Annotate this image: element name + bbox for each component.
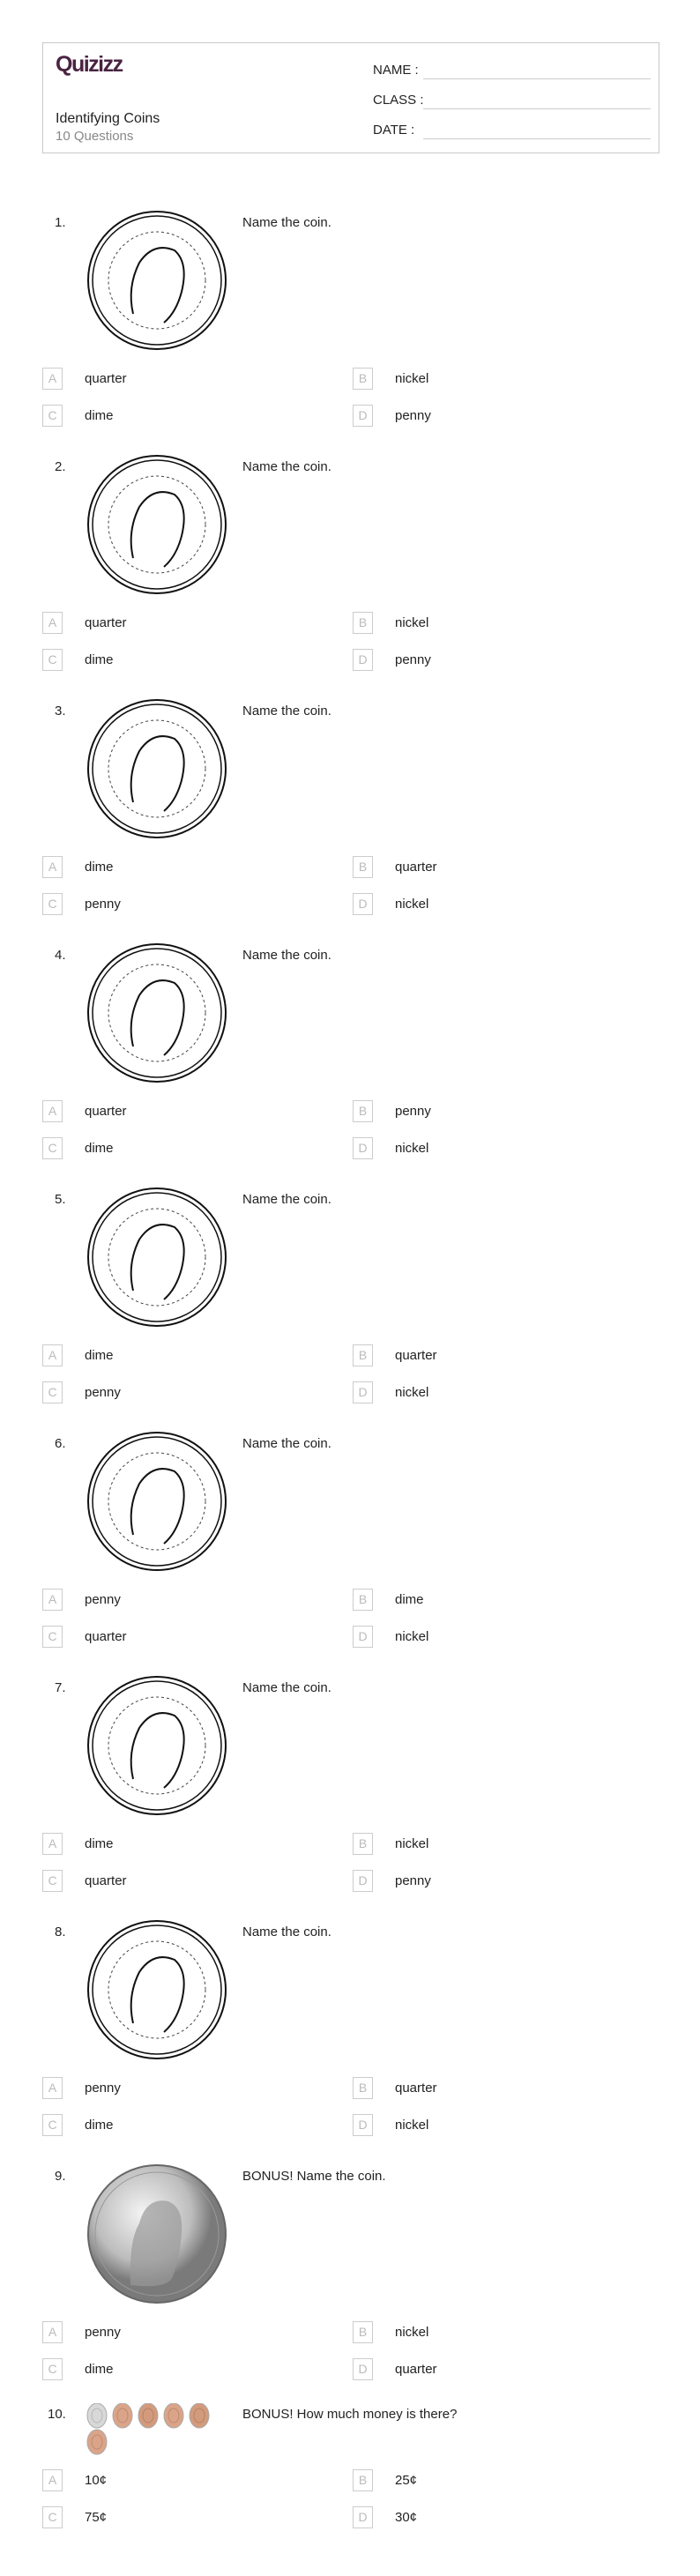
- option-a[interactable]: [42, 2076, 121, 2099]
- option-letter-box[interactable]: C: [42, 2506, 63, 2528]
- worksheet-title: Identifying Coins: [56, 111, 160, 126]
- option-b[interactable]: [353, 2468, 417, 2491]
- question-prompt: Name the coin.: [242, 1436, 331, 1451]
- option-letter-box[interactable]: A: [42, 2469, 63, 2491]
- nickel-coin-icon: [87, 2403, 107, 2428]
- option-letter-box[interactable]: A: [42, 2077, 63, 2099]
- question-prompt: Name the coin.: [242, 1925, 331, 1939]
- option-text: penny: [395, 651, 431, 667]
- option-d[interactable]: [353, 1869, 431, 1892]
- option-letter-box[interactable]: B: [353, 1589, 373, 1611]
- date-label: DATE :: [373, 123, 415, 138]
- option-c[interactable]: [42, 404, 114, 427]
- option-letter-box[interactable]: B: [353, 2077, 373, 2099]
- question-number: 3.: [55, 704, 66, 718]
- option-d[interactable]: [353, 2505, 417, 2528]
- option-text: penny: [395, 1103, 431, 1119]
- option-letter-box[interactable]: A: [42, 1100, 63, 1122]
- option-text: nickel: [395, 1628, 429, 1644]
- option-a[interactable]: [42, 611, 127, 634]
- question-prompt: Name the coin.: [242, 1192, 331, 1207]
- option-letter-box[interactable]: B: [353, 1344, 373, 1366]
- name-label: NAME :: [373, 63, 419, 78]
- option-text: 25¢: [395, 2472, 418, 2488]
- option-text: dime: [85, 859, 114, 875]
- option-letter-box[interactable]: C: [42, 1137, 63, 1159]
- option-letter-box[interactable]: B: [353, 2469, 373, 2491]
- option-text: dime: [85, 1835, 114, 1851]
- option-text: dime: [85, 651, 114, 667]
- option-d[interactable]: [353, 1625, 428, 1648]
- name-field[interactable]: [373, 63, 419, 78]
- option-letter-box[interactable]: D: [353, 1870, 373, 1892]
- option-letter-box[interactable]: A: [42, 368, 63, 390]
- option-b[interactable]: [353, 611, 428, 634]
- option-letter-box[interactable]: B: [353, 1100, 373, 1122]
- option-letter-box[interactable]: A: [42, 2321, 63, 2343]
- option-letter-box[interactable]: D: [353, 2506, 373, 2528]
- option-text: penny: [395, 407, 431, 423]
- option-text: nickel: [395, 896, 429, 912]
- option-letter-box[interactable]: C: [42, 893, 63, 915]
- option-text: quarter: [85, 370, 127, 386]
- option-a[interactable]: [42, 1344, 114, 1366]
- class-label: CLASS :: [373, 93, 424, 108]
- option-text: penny: [85, 1384, 121, 1400]
- question-count: 10 Questions: [56, 129, 134, 144]
- option-letter-box[interactable]: A: [42, 1589, 63, 1611]
- option-text: dime: [85, 1140, 114, 1156]
- penny-coin-icon: [87, 2430, 107, 2454]
- question-number: 6.: [55, 1436, 66, 1451]
- option-text: 10¢: [85, 2472, 108, 2488]
- option-text: quarter: [395, 2361, 437, 2377]
- question-prompt: Name the coin.: [242, 459, 331, 474]
- option-d[interactable]: [353, 1136, 428, 1159]
- option-text: dime: [395, 1591, 424, 1607]
- question-prompt: Name the coin.: [242, 948, 331, 963]
- penny-coin-icon: [138, 2403, 158, 2428]
- option-letter-box[interactable]: C: [42, 649, 63, 671]
- question-number: 2.: [55, 459, 66, 474]
- option-text: nickel: [395, 1384, 429, 1400]
- option-d[interactable]: [353, 1381, 428, 1403]
- option-text: quarter: [85, 1872, 127, 1888]
- option-d[interactable]: [353, 2113, 428, 2136]
- quizizz-logo: Quizizz: [56, 52, 123, 77]
- option-letter-box[interactable]: A: [42, 1344, 63, 1366]
- option-letter-box[interactable]: A: [42, 1833, 63, 1855]
- option-b[interactable]: [353, 367, 428, 390]
- option-c[interactable]: [42, 1136, 114, 1159]
- option-text: penny: [85, 2324, 121, 2340]
- option-letter-box[interactable]: D: [353, 1626, 373, 1648]
- question-number: 1.: [55, 215, 66, 230]
- question-prompt: Name the coin.: [242, 1680, 331, 1695]
- option-text: 75¢: [85, 2509, 108, 2525]
- option-letter-box[interactable]: D: [353, 649, 373, 671]
- option-text: nickel: [395, 1140, 429, 1156]
- option-letter-box[interactable]: B: [353, 1833, 373, 1855]
- option-c[interactable]: [42, 648, 114, 671]
- option-text: nickel: [395, 370, 429, 386]
- option-text: 30¢: [395, 2509, 418, 2525]
- option-a[interactable]: [42, 367, 127, 390]
- date-field[interactable]: [373, 123, 414, 138]
- option-a[interactable]: [42, 1099, 127, 1122]
- question-number: 9.: [55, 2169, 66, 2184]
- option-text: nickel: [395, 2324, 429, 2340]
- option-text: penny: [85, 2080, 121, 2096]
- option-letter-box[interactable]: D: [353, 893, 373, 915]
- date-line: [423, 138, 651, 139]
- question-number: 10.: [48, 2407, 66, 2422]
- option-a[interactable]: [42, 2320, 121, 2343]
- penny-coin-icon: [164, 2403, 183, 2428]
- option-text: dime: [85, 1347, 114, 1363]
- option-letter-box[interactable]: B: [353, 612, 373, 634]
- option-letter-box[interactable]: D: [353, 2114, 373, 2136]
- option-letter-box[interactable]: C: [42, 2114, 63, 2136]
- coin-image: [85, 1429, 229, 1574]
- option-c[interactable]: [42, 1381, 121, 1403]
- option-text: quarter: [85, 1628, 127, 1644]
- question-number: 8.: [55, 1925, 66, 1939]
- option-c[interactable]: [42, 2113, 114, 2136]
- coin-image: [85, 1917, 229, 2062]
- option-letter-box[interactable]: C: [42, 2358, 63, 2380]
- worksheet-header: [42, 42, 659, 153]
- option-b[interactable]: [353, 2320, 428, 2343]
- option-d[interactable]: [353, 892, 428, 915]
- coin-image: [85, 1185, 229, 1329]
- option-c[interactable]: [42, 2505, 107, 2528]
- option-letter-box[interactable]: D: [353, 405, 373, 427]
- option-b[interactable]: [353, 1832, 428, 1855]
- coin-image: [85, 2162, 229, 2306]
- question-prompt: Name the coin.: [242, 215, 331, 230]
- option-text: penny: [395, 1872, 431, 1888]
- option-text: dime: [85, 407, 114, 423]
- option-text: quarter: [85, 614, 127, 630]
- option-letter-box[interactable]: D: [353, 1381, 373, 1403]
- option-letter-box[interactable]: C: [42, 405, 63, 427]
- option-text: nickel: [395, 2117, 429, 2133]
- option-text: nickel: [395, 614, 429, 630]
- option-letter-box[interactable]: B: [353, 2321, 373, 2343]
- name-line: [423, 78, 651, 79]
- option-letter-box[interactable]: A: [42, 612, 63, 634]
- question-prompt: Name the coin.: [242, 704, 331, 718]
- coin-group-image: [85, 2403, 217, 2456]
- option-b[interactable]: [353, 1099, 431, 1122]
- option-d[interactable]: [353, 2357, 437, 2380]
- coin-image: [85, 452, 229, 597]
- option-b[interactable]: [353, 855, 437, 878]
- option-c[interactable]: [42, 1625, 127, 1648]
- option-letter-box[interactable]: A: [42, 856, 63, 878]
- option-letter-box[interactable]: C: [42, 1381, 63, 1403]
- option-a[interactable]: [42, 2468, 107, 2491]
- class-field[interactable]: [373, 93, 424, 108]
- option-letter-box[interactable]: B: [353, 368, 373, 390]
- coin-image: [85, 696, 229, 841]
- option-text: quarter: [395, 2080, 437, 2096]
- penny-coin-icon: [190, 2403, 209, 2428]
- question-number: 5.: [55, 1192, 66, 1207]
- option-text: quarter: [85, 1103, 127, 1119]
- option-letter-box[interactable]: C: [42, 1870, 63, 1892]
- option-a[interactable]: [42, 855, 114, 878]
- option-c[interactable]: [42, 1869, 127, 1892]
- coin-image: [85, 1673, 229, 1818]
- option-letter-box[interactable]: D: [353, 2358, 373, 2380]
- option-text: penny: [85, 1591, 121, 1607]
- coin-image: [85, 941, 229, 1085]
- option-c[interactable]: [42, 892, 121, 915]
- option-a[interactable]: [42, 1588, 121, 1611]
- option-b[interactable]: [353, 1588, 424, 1611]
- option-text: penny: [85, 896, 121, 912]
- question-number: 4.: [55, 948, 66, 963]
- penny-coin-icon: [113, 2403, 132, 2428]
- option-b[interactable]: [353, 1344, 437, 1366]
- question-prompt: BONUS! How much money is there?: [242, 2407, 458, 2422]
- option-a[interactable]: [42, 1832, 114, 1855]
- question-number: 7.: [55, 1680, 66, 1695]
- class-line: [423, 108, 651, 109]
- coin-image: [85, 208, 229, 353]
- option-text: nickel: [395, 1835, 429, 1851]
- option-text: dime: [85, 2361, 114, 2377]
- option-d[interactable]: [353, 404, 431, 427]
- option-text: quarter: [395, 1347, 437, 1363]
- option-letter-box[interactable]: B: [353, 856, 373, 878]
- option-b[interactable]: [353, 2076, 437, 2099]
- option-letter-box[interactable]: C: [42, 1626, 63, 1648]
- option-c[interactable]: [42, 2357, 114, 2380]
- question-prompt: BONUS! Name the coin.: [242, 2169, 386, 2184]
- option-text: quarter: [395, 859, 437, 875]
- option-letter-box[interactable]: D: [353, 1137, 373, 1159]
- option-text: dime: [85, 2117, 114, 2133]
- option-d[interactable]: [353, 648, 431, 671]
